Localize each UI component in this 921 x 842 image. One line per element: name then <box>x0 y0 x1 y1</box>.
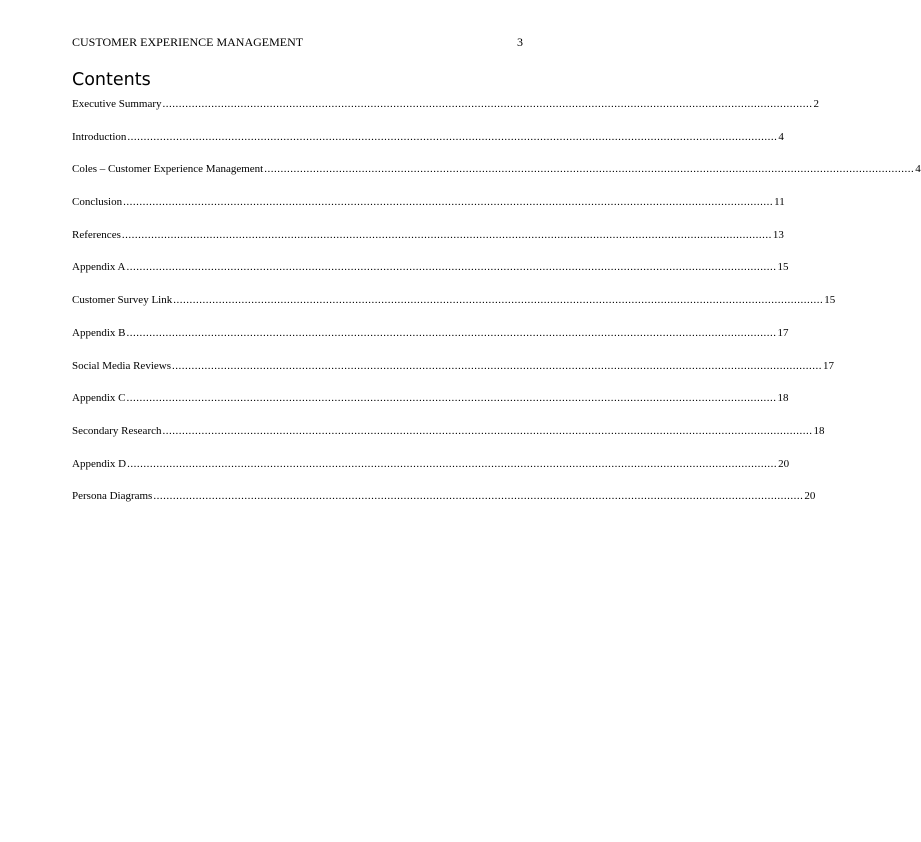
page-header <box>72 35 523 49</box>
toc-entry-page: 20 <box>778 457 790 470</box>
toc-entry[interactable] <box>72 293 836 326</box>
toc-entry-label: Appendix C <box>72 392 126 405</box>
toc-entry-label: Social Media Reviews <box>72 359 171 372</box>
toc-entry-page: 18 <box>777 392 789 405</box>
toc-entry-page: 2 <box>813 98 820 110</box>
toc-entry-label: Appendix D <box>72 457 127 470</box>
header-page-number: 3 <box>517 35 523 49</box>
toc-entry[interactable] <box>72 162 921 195</box>
toc-entry-page: 11 <box>774 196 785 209</box>
toc-entry-label: Executive Summary <box>72 98 162 110</box>
toc-dot-leader: ........................................................................................................................................................................................................ <box>123 196 774 209</box>
toc-dot-leader: ........................................................................................................................................................................................................ <box>126 392 777 405</box>
toc-entry[interactable] <box>72 489 816 522</box>
toc-entry-label: Appendix A <box>72 261 126 274</box>
running-head-title: CUSTOMER EXPERIENCE MANAGEMENT <box>72 35 304 49</box>
toc-entry[interactable] <box>72 326 789 359</box>
toc-dot-leader: ........................................................................................................................................................................................................ <box>171 359 822 372</box>
toc-dot-leader: ........................................................................................................................................................................................................ <box>126 261 777 274</box>
toc-dot-leader: ........................................................................................................................................................................................................ <box>162 424 813 437</box>
toc-entry-page: 13 <box>772 228 784 241</box>
toc-dot-leader: ........................................................................................................................................................................................................ <box>162 98 813 110</box>
toc-entry[interactable] <box>72 424 825 457</box>
toc-entry[interactable] <box>72 391 789 424</box>
toc-entry-label: Coles – Customer Experience Management <box>72 163 264 176</box>
toc-entry-label: Secondary Research <box>72 424 162 437</box>
toc-dot-leader: ........................................................................................................................................................................................................ <box>264 163 915 176</box>
toc-dot-leader: ........................................................................................................................................................................................................ <box>127 130 778 143</box>
toc-entry[interactable] <box>72 228 784 261</box>
toc-entry-page: 15 <box>824 294 836 307</box>
toc-entry-label: References <box>72 228 121 241</box>
toc-dot-leader: ........................................................................................................................................................................................................ <box>121 228 772 241</box>
toc-entry[interactable] <box>72 97 820 130</box>
toc-entry-page: 17 <box>777 326 789 339</box>
toc-entry-page: 15 <box>777 261 789 274</box>
toc-entry[interactable] <box>72 260 789 293</box>
toc-entry-page: 18 <box>813 424 825 437</box>
toc-dot-leader: ........................................................................................................................................................................................................ <box>127 457 778 470</box>
toc-entry-label: Persona Diagrams <box>72 490 153 503</box>
toc-entry[interactable] <box>72 457 790 490</box>
toc-entry-page: 17 <box>822 359 834 372</box>
toc-entry[interactable] <box>72 195 785 228</box>
toc-dot-leader: ........................................................................................................................................................................................................ <box>153 490 804 503</box>
contents-heading: Contents <box>72 70 151 90</box>
toc-entry-label: Conclusion <box>72 196 123 209</box>
toc-entry-label: Introduction <box>72 130 127 143</box>
toc-dot-leader: ........................................................................................................................................................................................................ <box>126 326 777 339</box>
toc-entry[interactable] <box>72 359 834 392</box>
toc-entry-label: Customer Survey Link <box>72 294 173 307</box>
toc-entry-label: Appendix B <box>72 326 126 339</box>
toc-entry[interactable] <box>72 130 784 163</box>
toc-entry-page: 4 <box>778 130 784 143</box>
toc-dot-leader: ........................................................................................................................................................................................................ <box>173 294 824 307</box>
toc-entry-page: 4 <box>915 163 921 176</box>
toc-entry-page: 20 <box>804 490 816 503</box>
table-of-contents <box>72 97 921 522</box>
